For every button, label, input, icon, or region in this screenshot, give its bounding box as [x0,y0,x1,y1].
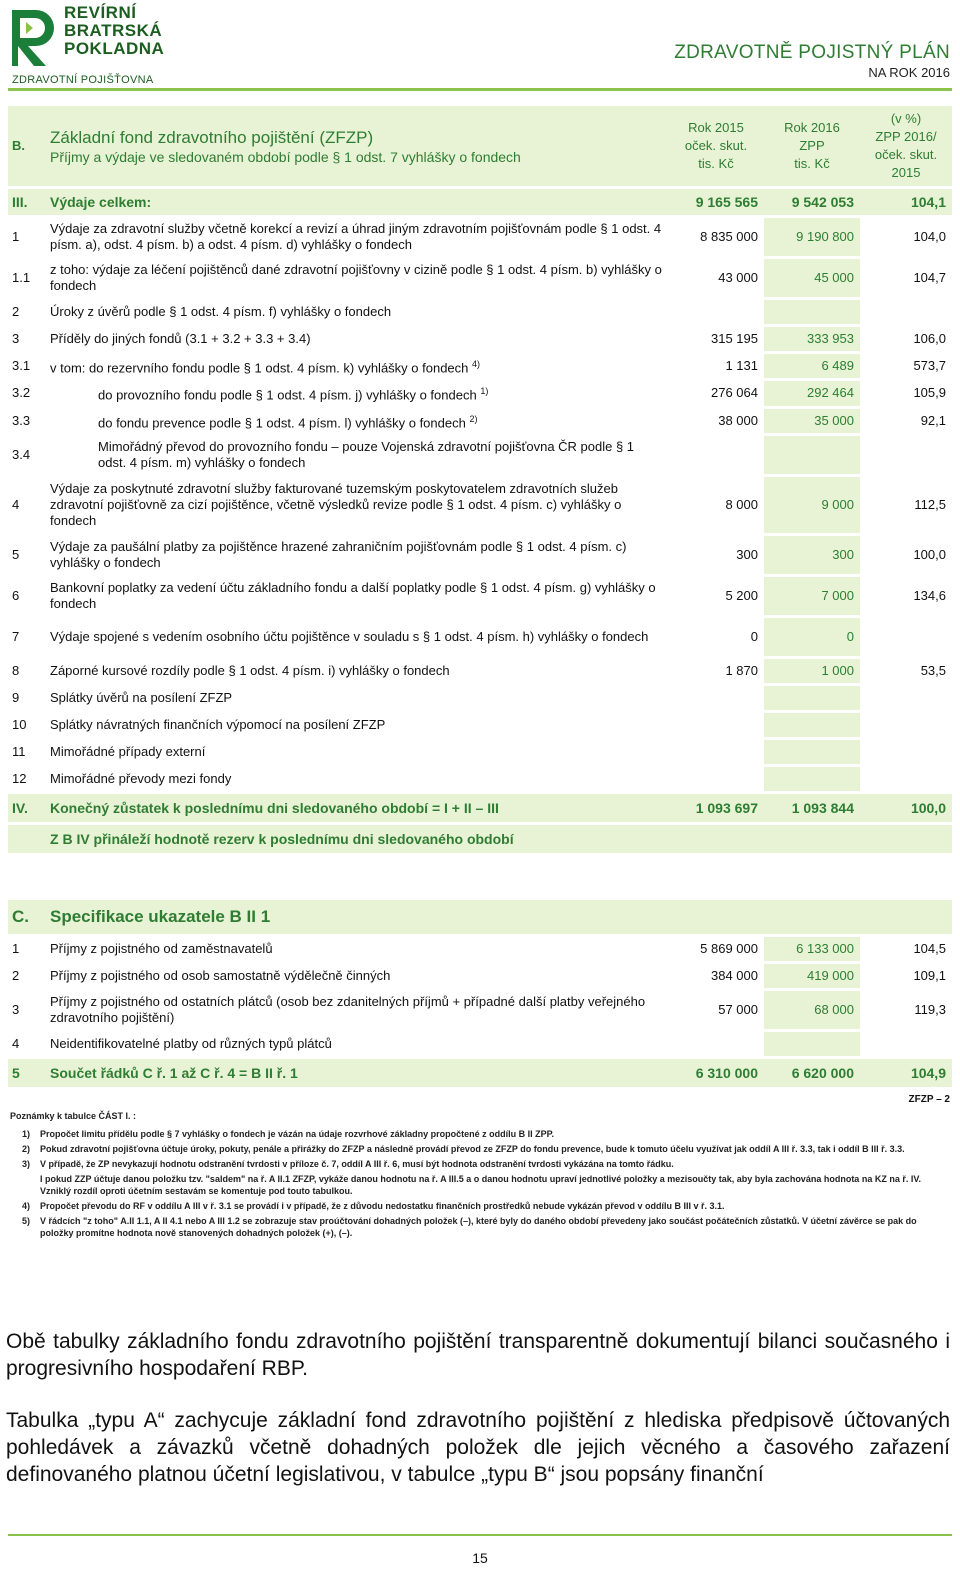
footnote-ref: 2) [469,413,478,424]
table-c-header [8,900,952,934]
table-row [8,964,952,988]
row-label: Záporné kursové rozdíly podle § 1 odst. 4 písm. i) vyhlášky o fondech [50,662,450,678]
value-pct [860,740,952,764]
row-code: III. [8,189,46,215]
col-header-pct-l2: ZPP 2016/ [875,129,937,144]
value-2015: 315 195 [711,331,758,346]
row-label: Výdaje za zdravotní služby včetně korekcí a revizí a úhrad jiným zdravotním pojišťovnám podle § 1 odst. 4 písm. a), odst. 4 písm. b) a odst. 4 písm. d) vyhlášky o fondech [50,221,662,252]
table-b-header [8,106,952,186]
table-row [8,409,952,433]
note-item [10,1173,940,1197]
row-code: IV. [8,794,46,822]
row-label: Příjmy z pojistného od ostatních plátců (osob bez zdanitelných příjmů + případné další platby veřejného zdravotního pojištění) [50,994,646,1025]
table-row [8,767,952,791]
row-label [46,354,668,378]
row-label: Konečný zůstatek k poslednímu dni sledovaného období = I + II – III [46,794,668,822]
value-pct: 104,9 [860,1059,952,1087]
plan-year: NA ROK 2016 [868,65,950,80]
row-label: Bankovní poplatky za vedení účtu základního fondu a další poplatky podle § 1 odst. 4 písm. g) vyhlášky o fondech [50,579,656,611]
row-label: Splátky návratných finančních výpomocí na posílení ZFZP [50,716,386,732]
row-code: 2 [12,304,20,319]
value-pct: 100,0 [860,794,952,822]
notes-title: Poznámky k tabulce ČÁST I. : [10,1111,137,1121]
value-2015: 38 000 [718,412,758,428]
section-code: C. [8,900,46,934]
table-row [8,991,952,1029]
row-code: 3 [12,331,20,346]
value-2015: 9 165 565 [668,189,764,215]
value-pct [860,1032,952,1056]
row-code: 6 [12,587,20,603]
value-pct: 112,5 [914,496,946,512]
value-2015 [668,436,764,474]
note-text: Propočet převodu do RF v oddílu A III v ř. 3.1 se provádí i v případě, že z důvodu nedostatku finančních prostředků nebude vykázán převod v oddílu B III v ř. 3.1. [40,1201,725,1211]
row-label: Příjmy z pojistného od zaměstnavatelů [50,941,273,956]
col-header-2015-l2: oček. skut. [684,138,748,153]
table-b-title: Základní fond zdravotního pojištění (ZFZP) [50,128,374,147]
logo-subtitle: ZDRAVOTNÍ POJIŠŤOVNA [12,74,154,86]
note-item [10,1200,940,1212]
note-key: 5) [22,1216,31,1226]
row-code: 1.1 [12,270,31,285]
logo-line-3: POKLADNA [64,39,165,58]
value-pct: 100,0 [913,546,946,562]
row-code: 3.4 [12,446,31,462]
row-label-text: v tom: do rezervního fondu podle § 1 odst. 4 písm. k) vyhlášky o fondech [50,360,469,376]
table-row [8,477,952,533]
row-label: z toho: výdaje za léčení pojištěnců dané zdravotní pojišťovny v cizině podle § 1 odst. 4 písm. b) vyhlášky o fondech [50,262,662,293]
value-pct: 134,6 [913,587,946,603]
value-pct [860,686,952,710]
zfzp-tag: ZFZP – 2 [908,1094,950,1105]
table-row [8,218,952,256]
value-2015 [668,713,764,737]
footer-divider [8,1534,952,1536]
logo-line-1: REVÍRNÍ [64,3,137,22]
table-row [8,436,952,474]
value-2015 [668,300,764,324]
row-label [46,381,668,405]
value-2015 [668,825,764,853]
value-2016: 9 542 053 [764,189,860,215]
value-2016: 0 [764,618,860,656]
col-header-2016-l3: tis. Kč [794,156,830,171]
value-pct [860,618,952,656]
row-label: Z B IV přináleží hodnotě rezerv k poslednímu dni sledovaného období [46,825,668,853]
value-2016: 7 000 [764,577,860,615]
logo-line-2: BRATRSKÁ [64,21,163,40]
row-label: Úroky z úvěrů podle § 1 odst. 4 písm. f) vyhlášky o fondech [50,304,392,319]
col-header-2016 [764,106,860,186]
row-code: 4 [12,1036,20,1051]
rbp-logo-icon [6,4,62,70]
note-key [10,1173,40,1197]
row-code: 8 [12,662,20,678]
note-key: 3) [22,1159,31,1169]
value-2015: 5 200 [725,587,758,603]
reserve-row [8,825,952,853]
table-c-title: Specifikace ukazatele B II 1 [46,900,668,934]
value-pct [860,713,952,737]
table-row [8,618,952,656]
value-2015: 6 310 000 [668,1059,764,1087]
table-row [8,536,952,574]
note-key: 2) [22,1144,31,1154]
note-item [10,1215,940,1239]
col-header-2016-l2: ZPP [799,138,825,153]
value-2016: 300 [764,536,860,574]
row-label: Výdaje za paušální platby za pojištěnce hrazené zahraničním pojišťovnám podle § 1 odst. 4 písm. c) vyhlášky o fondech [50,538,627,570]
value-2015 [668,1032,764,1056]
row-label: Výdaje spojené s vedením osobního účtu pojištěnce v souladu s § 1 odst. 4 písm. h) vyhlášky o fondech [50,628,649,644]
value-2016: 45 000 [764,259,860,297]
note-text: Propočet limitu přídělu podle § 7 vyhlášky o fondech je vázán na údaje rozvrhové základny propočtené z oddílu B II ZPP. [40,1129,554,1139]
header-empty-1 [668,900,764,934]
value-2016: 419 000 [764,964,860,988]
row-code: 5 [8,1059,46,1087]
body-paragraph-2: Tabulka „typu A“ zachycuje základní fond zdravotního pojištění z hlediska předpisově účtovaných pohledávek a závazků včetně dohadných položek dle jejich věcného a časového zařazení definovaného platnou účetní legislativou, v tabulce „typu B“ jsou popsány finanční [6,1409,950,1486]
header-empty-2 [764,900,860,934]
value-2016 [764,740,860,764]
row-code: 3.2 [12,385,31,401]
table-b-subtitle: Příjmy a výdaje ve sledovaném období podle § 1 odst. 7 vyhlášky o fondech [50,149,521,165]
note-text: V řádcích "z toho" A.II 1.1, A II 4.1 nebo A III 1.2 se zobrazuje stav proúčtování dohadných položek (–), které byly do daného období převedeny jako součást počátečních zůstatků. V účetní závěrce se pak do položky promítne hodnota nově stanovených dohadných položek (+), (–). [40,1216,917,1238]
value-2016: 1 093 844 [764,794,860,822]
col-header-2016-l1: Rok 2016 [784,120,840,135]
row-label: Mimořádné převody mezi fondy [50,770,232,786]
row-code: 9 [12,689,20,705]
note-item [10,1158,940,1170]
value-2016: 292 464 [764,381,860,405]
plan-title: ZDRAVOTNĚ POJISTNÝ PLÁN [674,42,950,63]
section-code: B. [8,106,46,186]
value-2016: 1 000 [764,659,860,683]
col-header-pct-l1: (v %) [890,111,922,126]
value-pct: 109,1 [913,968,946,983]
row-label: Neidentifikovatelné platby od různých typů plátců [50,1036,332,1051]
row-label: Výdaje za poskytnuté zdravotní služby fakturované tuzemským poskytovatelem zdravotních služeb zdravotní pojišťovně za cizí pojištěnce, včetně výsledků revize podle § 1 odst. 4 písm. c) vyhlášky o fondech [50,480,622,528]
header-divider [8,88,952,91]
value-2016 [764,300,860,324]
value-2016: 6 620 000 [764,1059,860,1087]
row-label: Příděly do jiných fondů (3.1 + 3.2 + 3.3 + 3.4) [50,331,311,346]
note-item [10,1143,940,1155]
total-expenses-row [8,189,952,215]
row-label-text: do fondu prevence podle § 1 odst. 4 písm. l) vyhlášky o fondech [98,414,466,430]
col-header-2015 [668,106,764,186]
value-2015: 1 093 697 [668,794,764,822]
table-row [8,713,952,737]
table-c [8,897,952,1090]
value-2016 [764,686,860,710]
row-label: Součet řádků C ř. 1 až C ř. 4 = B II ř. 1 [46,1059,668,1087]
row-code: 7 [12,628,20,644]
table-row [8,259,952,297]
value-pct [860,436,952,474]
value-2016: 35 000 [764,409,860,433]
value-pct: 53,5 [920,662,946,678]
value-2016 [764,1032,860,1056]
value-2016: 9 000 [764,477,860,533]
col-header-pct [860,106,952,186]
value-pct [860,767,952,791]
value-pct: 106,0 [913,331,946,346]
col-header-pct-l3: oček. skut. [874,147,938,162]
value-2016 [764,767,860,791]
value-pct [860,300,952,324]
value-2016: 333 953 [764,327,860,351]
row-code: 1 [12,941,20,956]
value-pct: 104,1 [860,189,952,215]
note-text: I pokud ZZP účtuje danou položku tzv. "saldem" na ř. A II.1 ZFZP, vykáže danou hodnotu na ř. A III.5 a o danou hodnotu upraví jednotlivé položky a mezisoučty tak, aby byla zachována hodnota na KZ na ř. IV. Vzniklý rozdíl oproti účetním sestavám se komentuje pod touto tabulkou. [40,1174,922,1196]
row-label-text: do provozního fondu podle § 1 odst. 4 písm. j) vyhlášky o fondech [98,387,477,403]
rbp-logo [6,3,165,86]
row-code: 3.3 [12,412,31,428]
row-code: 4 [12,496,20,512]
table-row [8,686,952,710]
value-2016: 9 190 800 [764,218,860,256]
value-pct: 104,0 [913,229,946,244]
value-2016 [764,825,860,853]
final-balance-row [8,794,952,822]
table-row [8,659,952,683]
value-pct [860,825,952,853]
row-code: 3.1 [12,358,31,374]
row-code: 3 [12,1002,20,1017]
table-notes [10,1110,940,1242]
value-pct: 92,1 [920,412,946,428]
value-2015 [668,686,764,710]
value-pct: 119,3 [914,1002,946,1017]
sum-row [8,1059,952,1087]
value-pct: 105,9 [913,385,946,401]
note-key: 1) [22,1129,31,1139]
value-2016: 6 489 [764,354,860,378]
table-b-title-cell [46,106,668,186]
row-code: 10 [12,716,27,732]
value-2016: 68 000 [764,991,860,1029]
value-2015: 1 870 [725,662,758,678]
footnote-ref: 4) [472,359,481,369]
row-code: 11 [12,743,26,759]
value-2015 [668,740,764,764]
page-number: 15 [472,1550,488,1566]
col-header-2015-l3: tis. Kč [698,156,734,171]
footnote-ref: 1) [480,386,489,397]
logo-wordmark [64,4,164,58]
row-code-empty [8,825,46,853]
table-row [8,937,952,961]
row-label: Výdaje celkem: [46,189,668,215]
page-header [0,0,960,92]
value-2015: 5 869 000 [700,941,758,956]
value-pct: 573,7 [913,358,946,374]
value-pct: 104,7 [913,270,946,285]
header-empty-3 [860,900,952,934]
value-2016: 6 133 000 [764,937,860,961]
note-item [10,1128,940,1140]
row-code: 2 [12,968,20,983]
row-code: 5 [12,546,20,562]
value-2015: 43 000 [718,270,758,285]
body-paragraph-1: Obě tabulky základního fondu zdravotního pojištění transparentně dokumentují bilanci současného i progresivního hospodaření RBP. [6,1330,950,1380]
table-row [8,327,952,351]
value-2016 [764,436,860,474]
row-label: Mimořádné případy externí [50,743,206,759]
note-key: 4) [22,1201,31,1211]
value-2015: 300 [736,546,758,562]
value-2016 [764,713,860,737]
table-row [8,740,952,764]
value-pct: 104,5 [913,941,946,956]
row-code: 12 [12,770,27,786]
row-label: Příjmy z pojistného od osob samostatně výdělečně činných [50,968,391,983]
value-2015: 8 835 000 [700,229,758,244]
table-row [8,381,952,405]
value-2015: 57 000 [718,1002,758,1017]
row-label: Splátky úvěrů na posílení ZFZP [50,689,233,705]
value-2015: 276 064 [711,385,758,401]
table-row [8,577,952,615]
value-2015: 0 [750,628,758,644]
row-label: Mimořádný převod do provozního fondu – pouze Vojenská zdravotní pojišťovna ČR podle § 1 odst. 4 písm. m) vyhlášky o fondech [98,438,635,470]
table-row [8,354,952,378]
value-2015: 384 000 [711,968,758,983]
table-b [8,103,952,856]
col-header-2015-l1: Rok 2015 [688,120,744,135]
note-text: Pokud zdravotní pojišťovna účtuje úroky, pokuty, penále a přirážky do ZFZP a následně provádí převod ze ZFZP do fondu prevence, bude k tomuto účelu využívat jak oddíl A III ř. 3.3, tak i oddíl B III ř. 3.3. [40,1144,905,1154]
col-header-pct-l4: 2015 [891,165,921,180]
note-text: V případě, že ZP nevykazují hodnotu odstranění tvrdosti v příloze č. 7, oddíl A III ř. 6, musí být hodnota odstranění tvrdosti vykázána na tomto řádku. [40,1159,674,1169]
row-label [46,409,668,433]
table-row [8,1032,952,1056]
table-row [8,300,952,324]
row-code: 1 [12,229,20,244]
value-2015: 8 000 [725,496,758,512]
value-2015 [668,767,764,791]
value-2015: 1 131 [725,358,758,374]
